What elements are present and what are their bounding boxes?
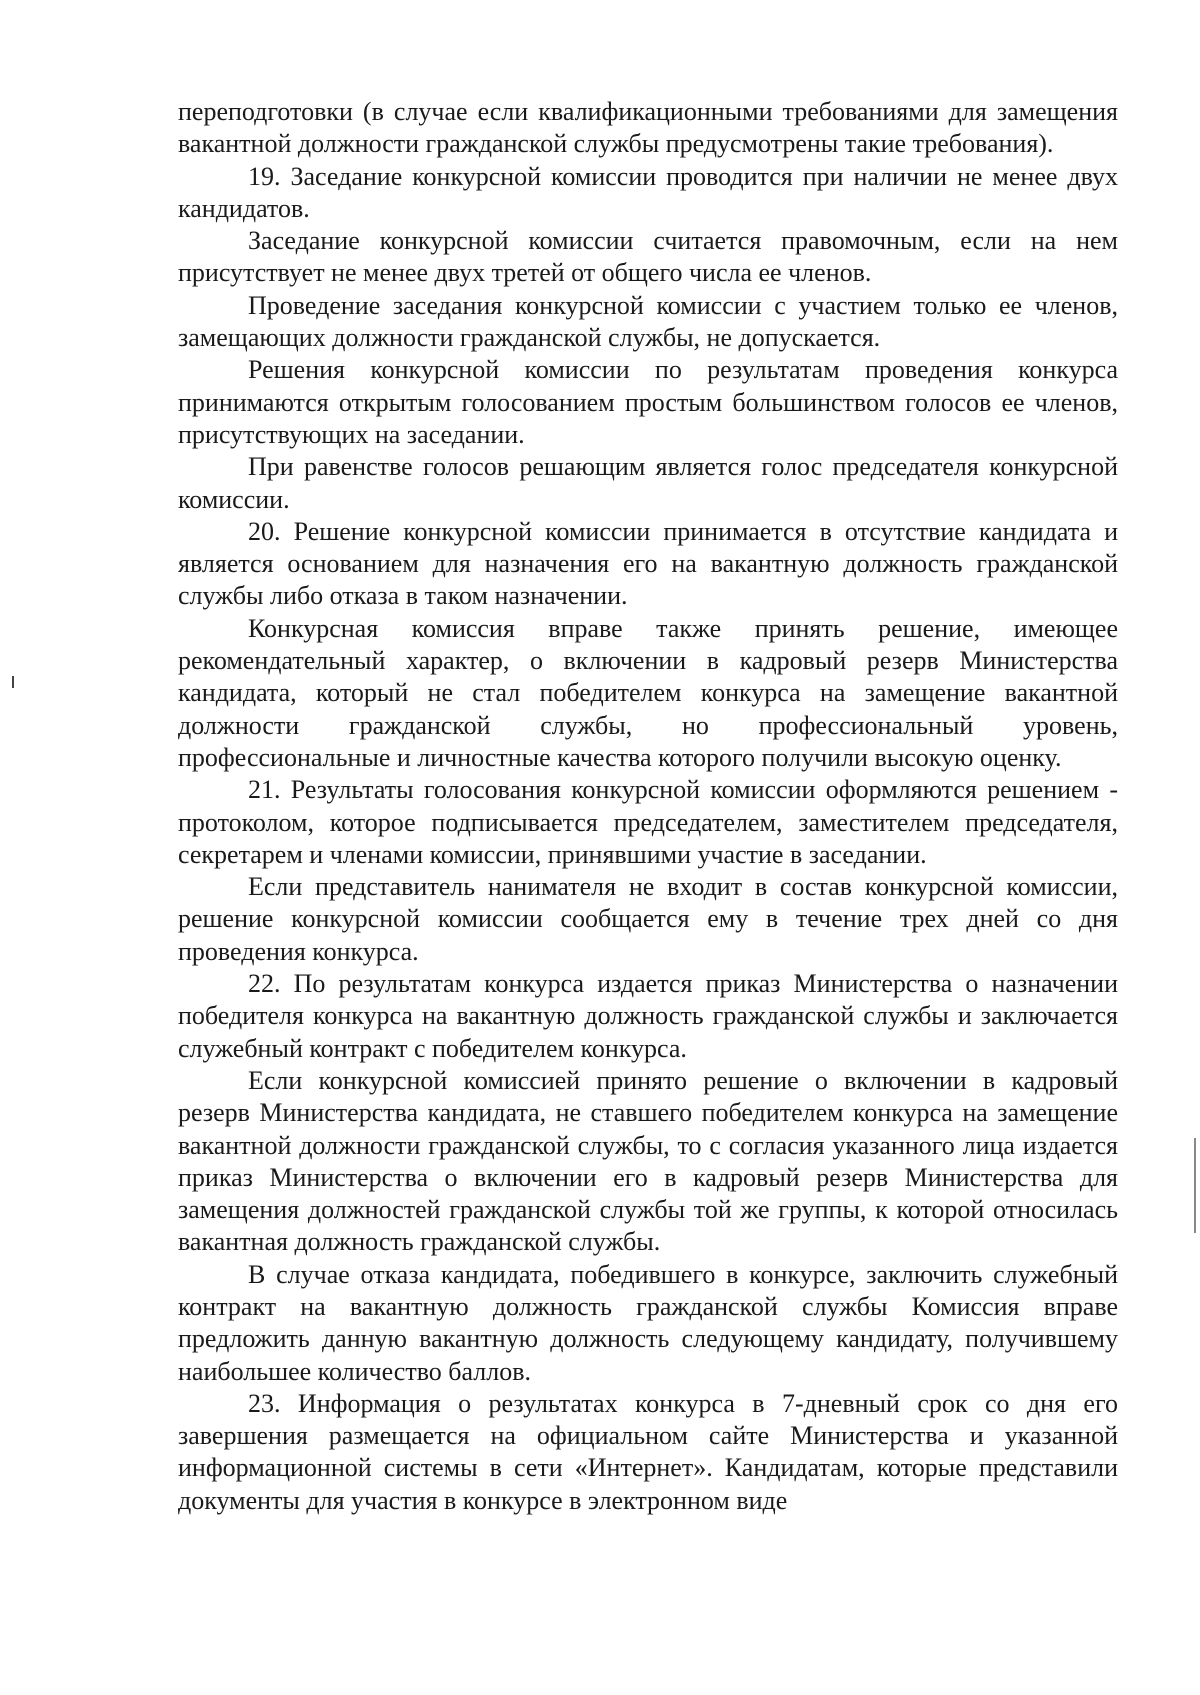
paragraph-22-order: 22. По результатам конкурса издается приказ Министерства о назначении победителя конкурса на вакантную должность гражданской службы и заключается служебный контракт с победителем конкурса. [178,969,1118,1063]
scan-artifact-left [12,676,14,688]
paragraph-quorum-members: Заседание конкурсной комиссии считается правомочным, если на нем присутствует не менее двух третей от общего числа ее членов. [178,226,1118,288]
paragraph-voting: Решения конкурсной комиссии по результатам проведения конкурса принимаются открытым голосованием простым большинством голосов ее членов, присутствующих на заседании. [178,355,1118,449]
paragraph-refusal: В случае отказа кандидата, победившего в конкурсе, заключить служебный контракт на вакантную должность гражданской службы Комиссия вправе предложить данную вакантную должность следующему кандидату, получившему наибольшее количество баллов. [178,1259,1118,1386]
paragraph-continuation: переподготовки (в случае если квалификационными требованиями для замещения вакантной должности гражданской службы предусмотрены такие требования). [178,97,1118,159]
paragraph-19-quorum-candidates: 19. Заседание конкурсной комиссии проводится при наличии не менее двух кандидатов. [178,161,1118,223]
paragraph-21-protocol: 21. Результаты голосования конкурсной комиссии оформляются решением - протоколом, которое подписывается председателем, заместителем председателя, секретарем и членами комиссии, принявшими участие в заседании. [178,775,1118,869]
paragraph-employer-notification: Если представитель нанимателя не входит в состав конкурсной комиссии, решение конкурсной комиссии сообщается ему в течение трех дней со дня проведения конкурса. [178,872,1118,966]
paragraph-civil-service-members: Проведение заседания конкурсной комиссии с участием только ее членов, замещающих должности гражданской службы, не допускается. [178,290,1118,353]
paragraph-reserve-recommendation: Конкурсная комиссия вправе также принять решение, имеющее рекомендательный характер, о включении в кадровый резерв Министерства кандидата, который не стал победителем конкурса на замещение вакантной должности гражданской службы, но профессиональный уровень, профессиональные и личностные качества которого получили высокую оценку. [178,613,1118,772]
paragraph-reserve-order: Если конкурсной комиссией принято решение о включении в кадровый резерв Министерства кандидата, не ставшего победителем конкурса на замещение вакантной должности гражданской службы, то с согласия указанного лица издается приказ Министерства о включении его в кадровый резерв Министерства для замещения должностей гражданской службы той же группы, к которой относилась вакантная должность гражданской службы. [178,1065,1118,1257]
scan-artifact-right [1194,1138,1196,1233]
document-body [178,96,1118,1517]
paragraph-23-information: 23. Информация о результатах конкурса в 7-дневный срок со дня его завершения размещается на официальном сайте Министерства и указанной информационной системы в сети «Интернет». Кандидатам, которые представили документы для участия в конкурсе в электронном виде [178,1388,1118,1515]
paragraph-equal-votes: При равенстве голосов решающим является голос председателя конкурсной комиссии. [178,452,1118,514]
paragraph-20-decision: 20. Решение конкурсной комиссии принимается в отсутствие кандидата и является основанием для назначения его на вакантную должность гражданской службы либо отказа в таком назначении. [178,516,1118,611]
